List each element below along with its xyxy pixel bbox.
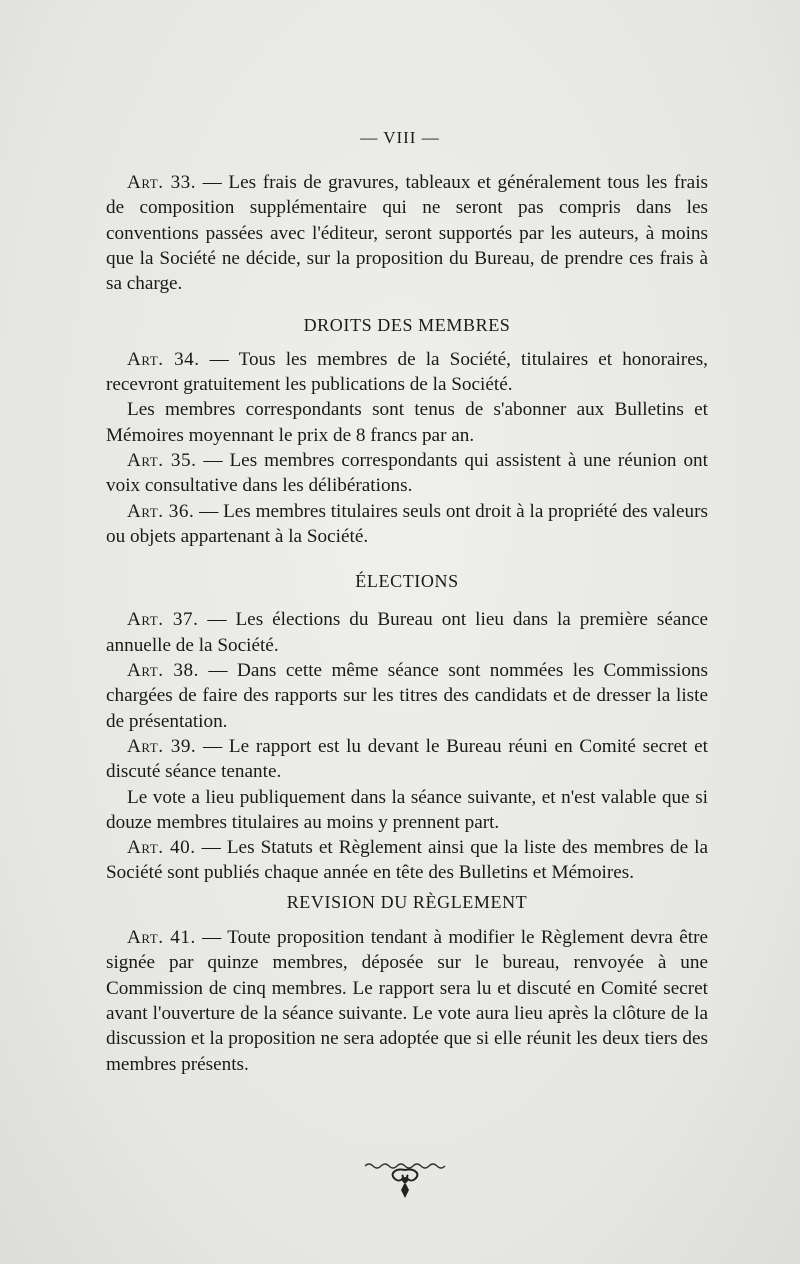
section-heading: REVISION DU RÈGLEMENT [286, 891, 528, 912]
fleuron-ornament-icon [360, 1160, 450, 1204]
article-paragraph [106, 785, 708, 836]
article-paragraph [106, 835, 708, 886]
article-text: Les membres correspondants sont tenus de s'abonner aux Bulletins et Mémoires moyennant le prix de 8 francs par an. [106, 399, 708, 446]
article-paragraph [106, 607, 708, 658]
article-text: — Les élections du Bureau ont lieu dans la première séance annuelle de la Société. [106, 609, 708, 656]
article-paragraph [106, 347, 708, 398]
article-text: Le vote a lieu publiquement dans la séance suivante, et n'est valable que si douze membres titulaires au moins y prennent part. [106, 786, 708, 833]
article-number: Art. 34. [127, 348, 200, 370]
article-text: — Les membres correspondants qui assistent à une réunion ont voix consultative dans les délibérations. [106, 449, 708, 497]
article-paragraph [106, 658, 708, 734]
article-paragraph [106, 499, 708, 550]
article-number: Art. 38. [127, 660, 199, 682]
article-number: Art. 36. [127, 500, 195, 522]
article-text: — Les Statuts et Règlement ainsi que la liste des membres de la Société sont publiés chaque année en tête des Bulletins et Mémoires. [106, 837, 708, 884]
article-number: Art. 41. [127, 927, 196, 949]
article-text: — Toute proposition tendant à modifier le Règlement devra être signée par quinze membres, déposée sur le bureau, renvoyée à une Commission de cinq membres. Le rapport sera lu et discuté en Comité secret avant l'ouverture de la séance suivante. Le vote aura lieu après la clôture de la discussion et la proposition ne sera adoptée que si elle réunit les deux tiers des membres présents. [106, 927, 708, 1075]
section-heading: ÉLECTIONS [355, 571, 459, 592]
article-number: Art. 35. [127, 449, 197, 471]
article-text: — Tous les membres de la Société, titulaires et honoraires, recevront gratuitement les publications de la Société. [106, 348, 708, 396]
page-number: — VIII — [360, 128, 440, 147]
article-text: — Les frais de gravures, tableaux et généralement tous les frais de composition supplémentaire qui ne seront pas compris dans les conventions passées avec l'éditeur, seront supportés par les auteurs, à moins que la Société ne décide, sur la proposition du Bureau, de prendre ces frais à sa charge. [106, 172, 708, 295]
article-text: — Le rapport est lu devant le Bureau réuni en Comité secret et discuté séance tenante. [106, 735, 708, 783]
article-paragraph [106, 734, 708, 785]
article-number: Art. 37. [127, 609, 199, 631]
article-paragraph [106, 925, 708, 1077]
article-paragraph [106, 170, 708, 296]
article-number: Art. 33. [127, 172, 197, 193]
article-text: — Dans cette même séance sont nommées les Commissions chargées de faire des rapports sur les titres des candidats et de dresser la liste de présentation. [106, 660, 708, 732]
article-paragraph [106, 448, 708, 499]
body-text [106, 170, 708, 1077]
section-heading: DROITS DES MEMBRES [303, 315, 511, 336]
article-number: Art. 39. [127, 735, 197, 757]
article-text: — Les membres titulaires seuls ont droit à la propriété des valeurs ou objets appartenant à la Société. [106, 500, 708, 547]
article-paragraph [106, 397, 708, 448]
article-number: Art. 40. [127, 837, 196, 859]
